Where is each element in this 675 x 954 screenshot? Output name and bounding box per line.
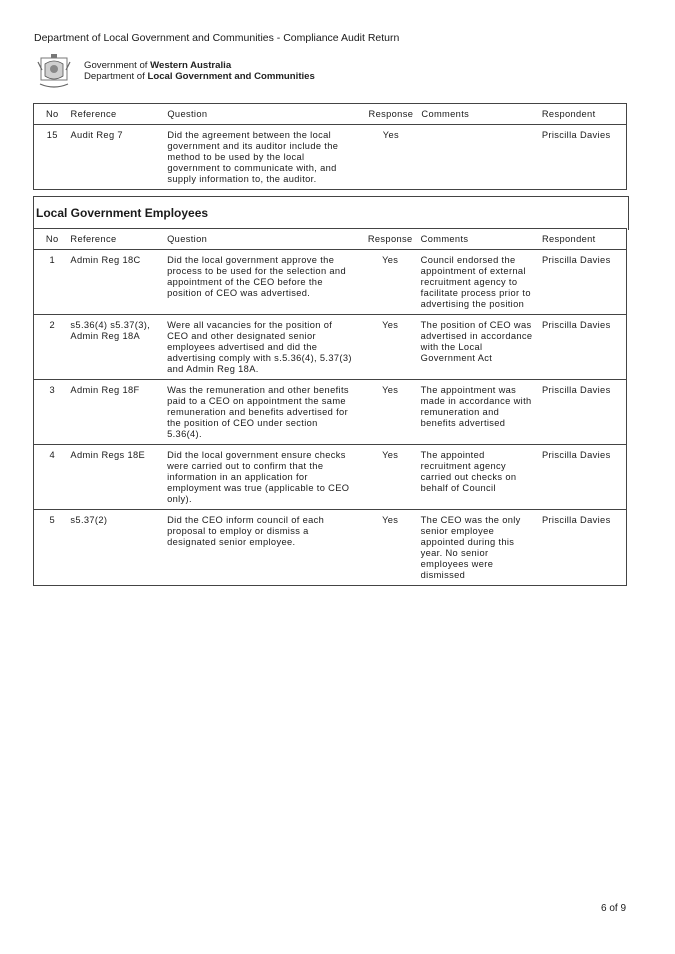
cell-comments xyxy=(421,125,541,190)
column-header-no: No xyxy=(34,104,71,125)
cell-reference: Admin Regs 18E xyxy=(70,445,167,510)
page-number: 6 of 9 xyxy=(601,903,627,914)
column-header-reference: Reference xyxy=(71,104,168,125)
cell-no: 4 xyxy=(34,445,71,510)
section-box xyxy=(33,196,629,230)
column-header-comments: Comments xyxy=(421,104,541,125)
cell-respondent: Priscilla Davies xyxy=(542,380,627,445)
cell-comments: The CEO was the only senior employee appointed during this year. No senior employees were dismissed xyxy=(421,510,542,586)
column-header-reference: Reference xyxy=(70,229,167,250)
cell-respondent: Priscilla Davies xyxy=(542,510,627,586)
cell-no: 15 xyxy=(46,130,58,140)
cell-response: Yes xyxy=(382,130,399,140)
column-header-response: Response xyxy=(360,104,421,125)
column-header-no: No xyxy=(34,229,71,250)
cell-comments: Council endorsed the appointment of external recruitment agency to facilitate process prior to advertising the position xyxy=(420,255,531,309)
cell-response: Yes xyxy=(360,315,421,380)
cell-reference: s5.36(4) s5.37(3), Admin Reg 18A xyxy=(70,315,167,380)
table-row xyxy=(34,250,627,315)
cell-question: Were all vacancies for the position of CEO and other designated senior employees advertised and did the advertising comply with s.5.36(4), 5.37(3) and Admin Reg 18A. xyxy=(167,315,360,380)
table-row xyxy=(34,315,627,380)
audit-table-top xyxy=(33,103,627,190)
column-header-respondent: Respondent xyxy=(542,104,627,125)
cell-reference: s5.37(2) xyxy=(70,510,167,586)
cell-reference: Admin Reg 18C xyxy=(70,255,141,265)
cell-respondent: Priscilla Davies xyxy=(542,445,627,510)
employees-table xyxy=(33,228,627,586)
column-header-question: Question xyxy=(167,104,360,125)
cell-response: Yes xyxy=(360,445,421,510)
cell-response: Yes xyxy=(360,510,421,586)
cell-reference: Admin Reg 18F xyxy=(70,380,167,445)
column-header-respondent: Respondent xyxy=(542,229,627,250)
crest-icon xyxy=(36,54,72,92)
cell-question: Did the local government ensure checks were carried out to confirm that the information in an application for employment was true (applicable to CEO only). xyxy=(167,445,360,510)
logo-line-1: Government of Western Australia xyxy=(84,60,232,71)
cell-question: Did the CEO inform council of each proposal to employ or dismiss a designated senior employee. xyxy=(167,510,360,586)
table-row xyxy=(34,125,627,190)
table-row xyxy=(34,445,627,510)
cell-reference: Audit Reg 7 xyxy=(70,130,123,140)
document-header: Department of Local Government and Communities - Compliance Audit Return xyxy=(34,32,400,44)
table-header-row xyxy=(34,104,627,125)
cell-question: Was the remuneration and other benefits paid to a CEO on appointment the same remuneration and benefits advertised for the position of CEO under section 5.36(4). xyxy=(167,380,360,445)
section-title: Local Government Employees xyxy=(36,206,209,220)
column-header-comments: Comments xyxy=(421,229,542,250)
cell-respondent: Priscilla Davies xyxy=(542,315,627,380)
table-row xyxy=(34,510,627,586)
column-header-question: Question xyxy=(167,229,360,250)
cell-question: Did the agreement between the local government and its auditor include the method to be used by the local government to communicate with, and supply information to, the auditor. xyxy=(167,130,339,184)
column-header-response: Response xyxy=(360,229,421,250)
cell-comments: The appointed recruitment agency carried out checks on behalf of Council xyxy=(421,445,542,510)
cell-respondent: Priscilla Davies xyxy=(541,130,611,140)
cell-question: Did the local government approve the process to be used for the selection and appointment of the CEO before the position of CEO was advertised. xyxy=(167,255,346,298)
cell-no: 1 xyxy=(49,255,55,265)
government-logo xyxy=(36,54,396,94)
cell-respondent: Priscilla Davies xyxy=(541,255,611,265)
logo-line-2: Department of Local Government and Communities xyxy=(84,71,315,82)
cell-response: Yes xyxy=(382,255,399,265)
table-header-row xyxy=(34,229,627,250)
cell-no: 5 xyxy=(34,510,71,586)
cell-no: 2 xyxy=(34,315,71,380)
cell-comments: The appointment was made in accordance with remuneration and benefits advertised xyxy=(421,380,542,445)
cell-comments: The position of CEO was advertised in accordance with the Local Government Act xyxy=(421,315,542,380)
table-row xyxy=(34,380,627,445)
cell-no: 3 xyxy=(34,380,71,445)
cell-response: Yes xyxy=(360,380,421,445)
